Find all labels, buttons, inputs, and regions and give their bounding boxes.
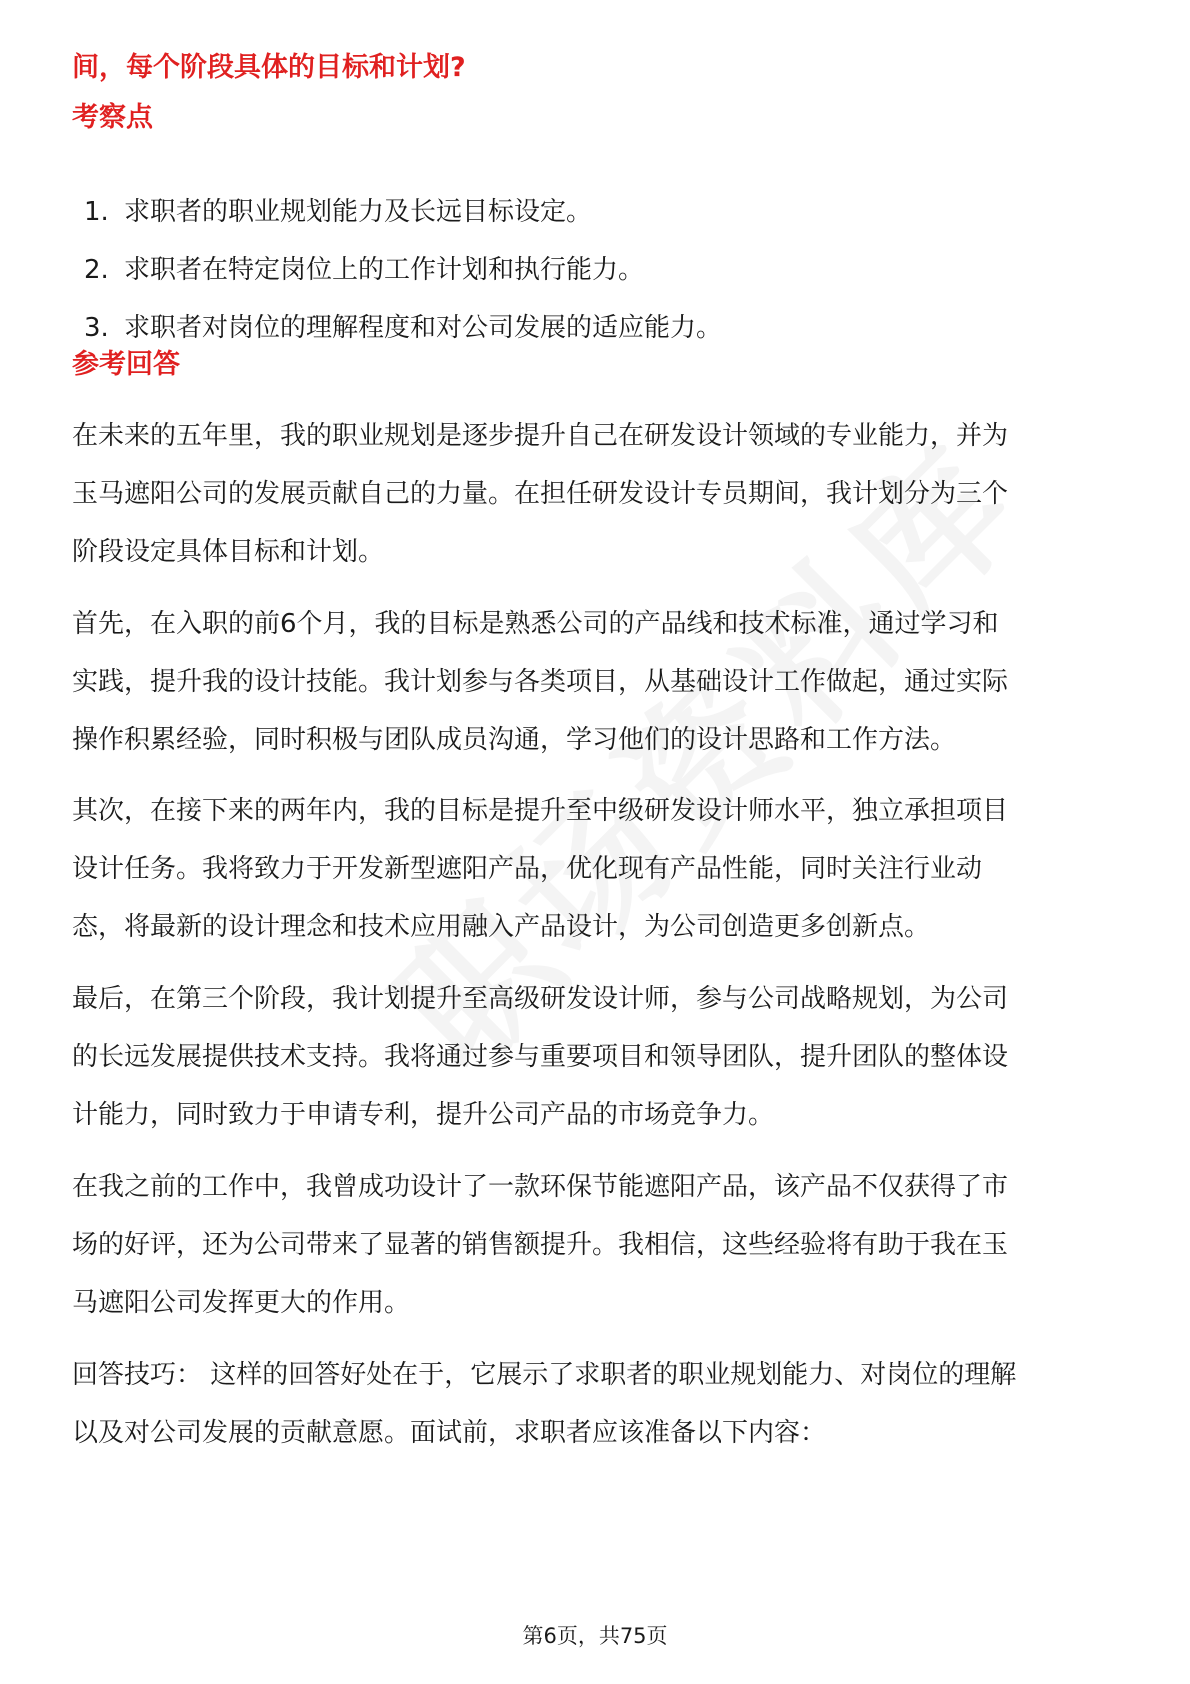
page-footer: 第6页，共75页 (522, 1624, 668, 1648)
question-title: 间，每个阶段具体的目标和计划? (72, 52, 466, 83)
answer-paragraph-second-stage (72, 782, 1122, 956)
paragraph-line: 最后，在第三个阶段，我计划提升至高级研发设计师，参与公司战略规划，为公司 (72, 984, 1009, 1014)
answer-paragraph-intro (72, 407, 1122, 581)
section-heading-focus: 考察点 (72, 102, 153, 133)
paragraph-line: 在我之前的工作中，我曾成功设计了一款环保节能遮阳产品，该产品不仅获得了市 (72, 1172, 1009, 1202)
paragraph-line: 实践，提升我的设计技能。我计划参与各类项目，从基础设计工作做起，通过实际 (72, 667, 1009, 697)
paragraph-line: 其次，在接下来的两年内，我的目标是提升至中级研发设计师水平，独立承担项目 (72, 796, 1009, 826)
section-heading-answer: 参考回答 (72, 349, 180, 380)
list-item-number: 2. (84, 255, 109, 285)
paragraph-line: 操作积累经验，同时积极与团队成员沟通，学习他们的设计思路和工作方法。 (72, 725, 957, 755)
paragraph-line: 的长远发展提供技术支持。我将通过参与重要项目和领导团队，提升团队的整体设 (72, 1042, 1009, 1072)
list-item (84, 183, 722, 241)
paragraph-line: 在未来的五年里，我的职业规划是逐步提升自己在研发设计领域的专业能力，并为 (72, 421, 1009, 451)
focus-list (84, 183, 722, 357)
paragraph-line: 设计任务。我将致力于开发新型遮阳产品，优化现有产品性能，同时关注行业动 (72, 854, 983, 884)
paragraph-line: 以及对公司发展的贡献意愿。面试前，求职者应该准备以下内容： (72, 1418, 827, 1448)
paragraph-line: 玉马遮阳公司的发展贡献自己的力量。在担任研发设计专员期间，我计划分为三个 (72, 479, 1009, 509)
paragraph-line: 回答技巧： 这样的回答好处在于，它展示了求职者的职业规划能力、对岗位的理解 (72, 1360, 1017, 1390)
answer-paragraph-third-stage (72, 970, 1122, 1144)
list-item-number: 1. (84, 197, 109, 227)
paragraph-line: 场的好评，还为公司带来了显著的销售额提升。我相信，这些经验将有助于我在玉 (72, 1230, 1009, 1260)
answer-paragraph-first-stage (72, 595, 1122, 769)
list-item-text: 求职者的职业规划能力及长远目标设定。 (124, 197, 593, 227)
paragraph-line: 计能力，同时致力于申请专利，提升公司产品的市场竞争力。 (72, 1100, 775, 1130)
answer-paragraph-experience (72, 1158, 1122, 1332)
answer-tips-paragraph (72, 1346, 1122, 1462)
paragraph-line: 阶段设定具体目标和计划。 (72, 537, 385, 567)
list-item-text: 求职者对岗位的理解程度和对公司发展的适应能力。 (124, 313, 723, 343)
paragraph-line: 态，将最新的设计理念和技术应用融入产品设计，为公司创造更多创新点。 (72, 912, 931, 942)
paragraph-line: 马遮阳公司发挥更大的作用。 (72, 1288, 411, 1318)
paragraph-line: 首先，在入职的前6个月，我的目标是熟悉公司的产品线和技术标准，通过学习和 (72, 609, 999, 639)
list-item (84, 241, 722, 299)
list-item-number: 3. (84, 313, 109, 343)
list-item-text: 求职者在特定岗位上的工作计划和执行能力。 (124, 255, 645, 285)
